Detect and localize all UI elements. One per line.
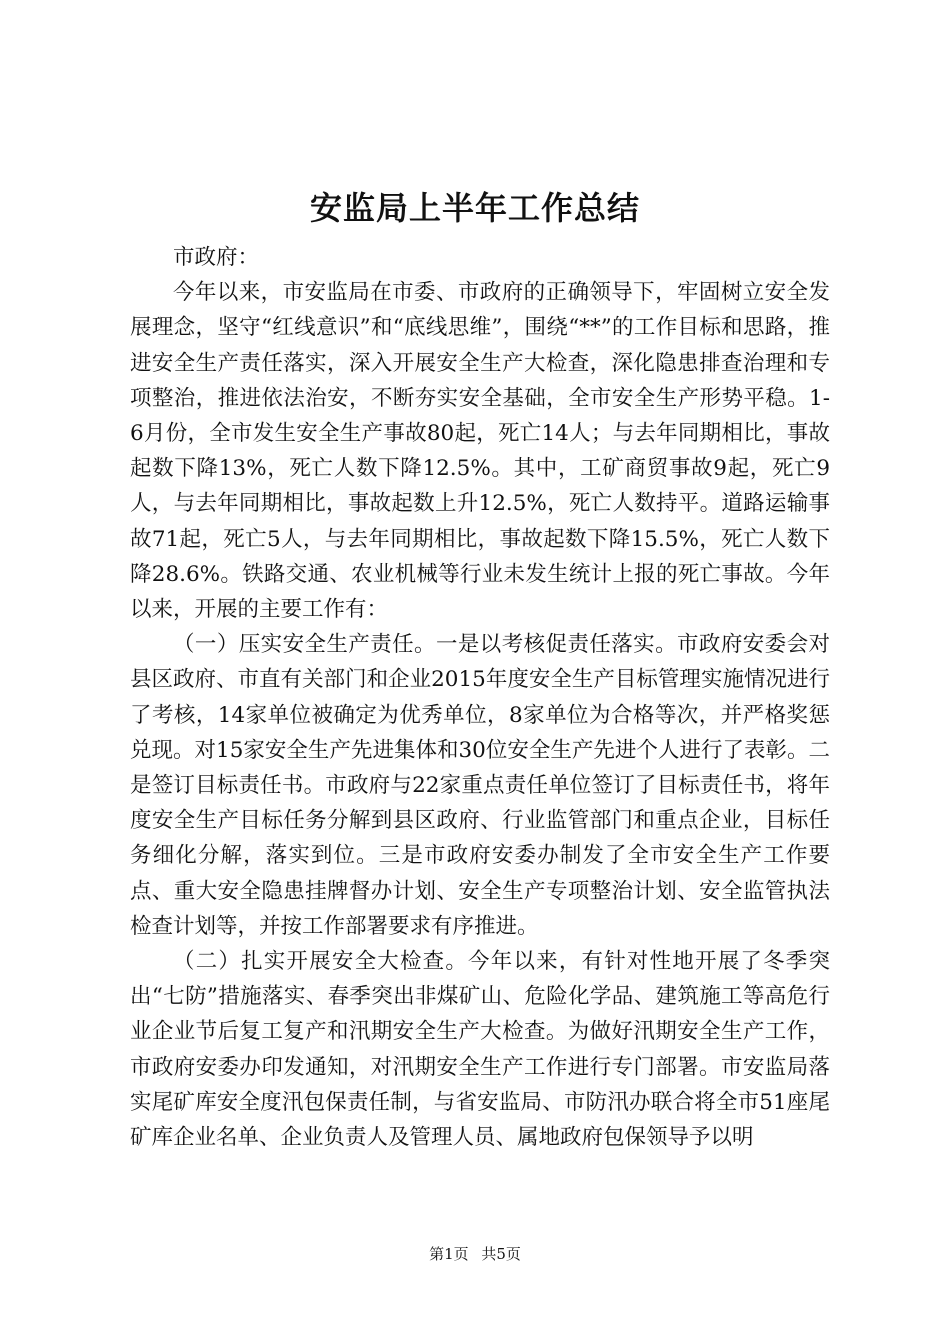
page-number: 第1页: [429, 1245, 469, 1263]
paragraph-section-2: （二）扎实开展安全大检查。今年以来，有针对性地开展了冬季突出“七防”措施落实、春季突出非煤矿山、危险化学品、建筑施工等高危行业企业节后复工复产和汛期安全生产大检查。为做好汛期安全生产工作，市政府安委办印发通知，对汛期安全生产工作进行专门部署。市安监局落实尾矿库安全度汛包保责任制，与省安监局、市防汛办联合将全市51座尾矿库企业名单、企业负责人及管理人员、属地政府包保领导予以明: [130, 949, 830, 1151]
salutation: 市政府：: [173, 245, 260, 270]
paragraph-intro: 今年以来，市安监局在市委、市政府的正确领导下，牢固树立安全发展理念，坚守“红线意识”和“底线思维”，围绕“**”的工作目标和思路，推进安全生产责任落实，深入开展安全生产大检查，深化隐患排查治理和专项整治，推进依法治安，不断夯实安全基础，全市安全生产形势平稳。1-6月份，全市发生安全生产事故80起，死亡14人；与去年同期相比，事故起数下降13%，死亡人数下降12.5%。其中，工矿商贸事故9起，死亡9人，与去年同期相比，事故起数上升12.5%，死亡人数持平。道路运输事故71起，死亡5人，与去年同期相比，事故起数下降15.5%，死亡人数下降28.6%。铁路交通、农业机械等行业未发生统计上报的死亡事故。今年以来，开展的主要工作有：: [130, 280, 830, 623]
paragraph-section-1: （一）压实安全生产责任。一是以考核促责任落实。市政府安委会对县区政府、市直有关部门和企业2015年度安全生产目标管理实施情况进行了考核，14家单位被确定为优秀单位，8家单位为合格等次，并严格奖惩兑现。对15家安全生产先进集体和30位安全生产先进个人进行了表彰。二是签订目标责任书。市政府与22家重点责任单位签订了目标责任书，将年度安全生产目标任务分解到县区政府、行业监管部门和重点企业，目标任务细化分解，落实到位。三是市政府安委办制发了全市安全生产工作要点、重大安全隐患挂牌督办计划、安全生产专项整治计划、安全监管执法检查计划等，并按工作部署要求有序推进。: [130, 632, 830, 939]
document-body: [130, 240, 830, 1155]
page-footer: [0, 1244, 950, 1264]
document-title: 安监局上半年工作总结: [309, 189, 640, 227]
total-pages: 共5页: [481, 1245, 521, 1263]
